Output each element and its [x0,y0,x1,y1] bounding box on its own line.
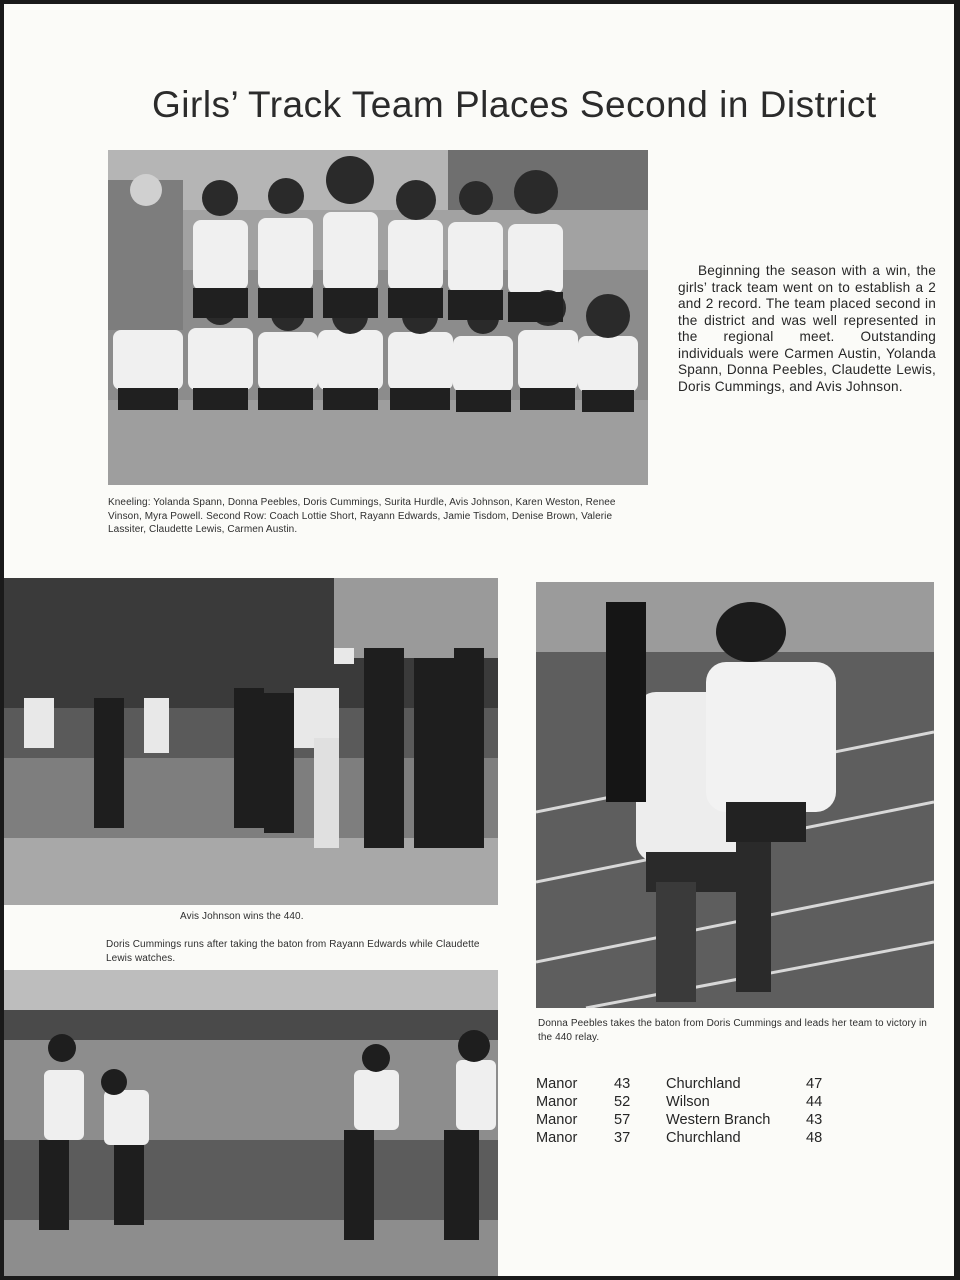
opponent-score: 43 [806,1112,823,1128]
donna-peebles-caption: Donna Peebles takes the baton from Doris Cummings and leads her team to victory in the 440 relay. [538,1018,927,1043]
avis-johnson-caption: Avis Johnson wins the 440. [180,911,304,922]
opponent-score: 48 [806,1130,823,1146]
runners-photo [4,970,498,1276]
yearbook-page [4,4,954,1276]
avis-johnson-photo [4,578,498,905]
page-title: Girls’ Track Team Places Second in District [152,84,877,125]
opponent-name: Wilson [666,1094,710,1110]
team-score: 37 [614,1130,631,1146]
score-row [536,1076,856,1094]
team-name: Manor [536,1130,578,1146]
team-name: Manor [536,1112,578,1128]
team-photo-caption: Kneeling: Yolanda Spann, Donna Peebles, Doris Cummings, Surita Hurdle, Avis Johnson, Karen Weston, Renee Vinson, Myra Powell. Second Row: Coach Lottie Short, Rayann Edwards, Jamie Tisdom, Denise Brown, Valerie Lassiter, Claudette Lewis, Carmen Austin. [108,497,616,536]
score-row [536,1094,856,1112]
score-row [536,1112,856,1130]
opponent-name: Western Branch [666,1112,771,1128]
intro-paragraph: Beginning the season with a win, the girls’ track team went on to establish a 2 and 2 record. The team placed second in the district and was well represented in the regional meet. Outstanding individuals were Carmen Austin, Yolanda Spann, Donna Peebles, Claudette Lewis, Doris Cummings, and Avis Johnson. [678,263,936,394]
scores-table [536,1076,856,1148]
doris-cummings-caption: Doris Cummings runs after taking the baton from Rayann Edwards while Claudette Lewis watches. [106,939,480,964]
opponent-name: Churchland [666,1076,741,1092]
opponent-score: 47 [806,1076,823,1092]
team-score: 57 [614,1112,631,1128]
relay-baton-photo [536,582,934,1008]
opponent-name: Churchland [666,1130,741,1146]
team-score: 43 [614,1076,631,1092]
score-row [536,1130,856,1148]
team-name: Manor [536,1076,578,1092]
opponent-score: 44 [806,1094,823,1110]
team-name: Manor [536,1094,578,1110]
team-photo [108,150,648,485]
team-score: 52 [614,1094,631,1110]
